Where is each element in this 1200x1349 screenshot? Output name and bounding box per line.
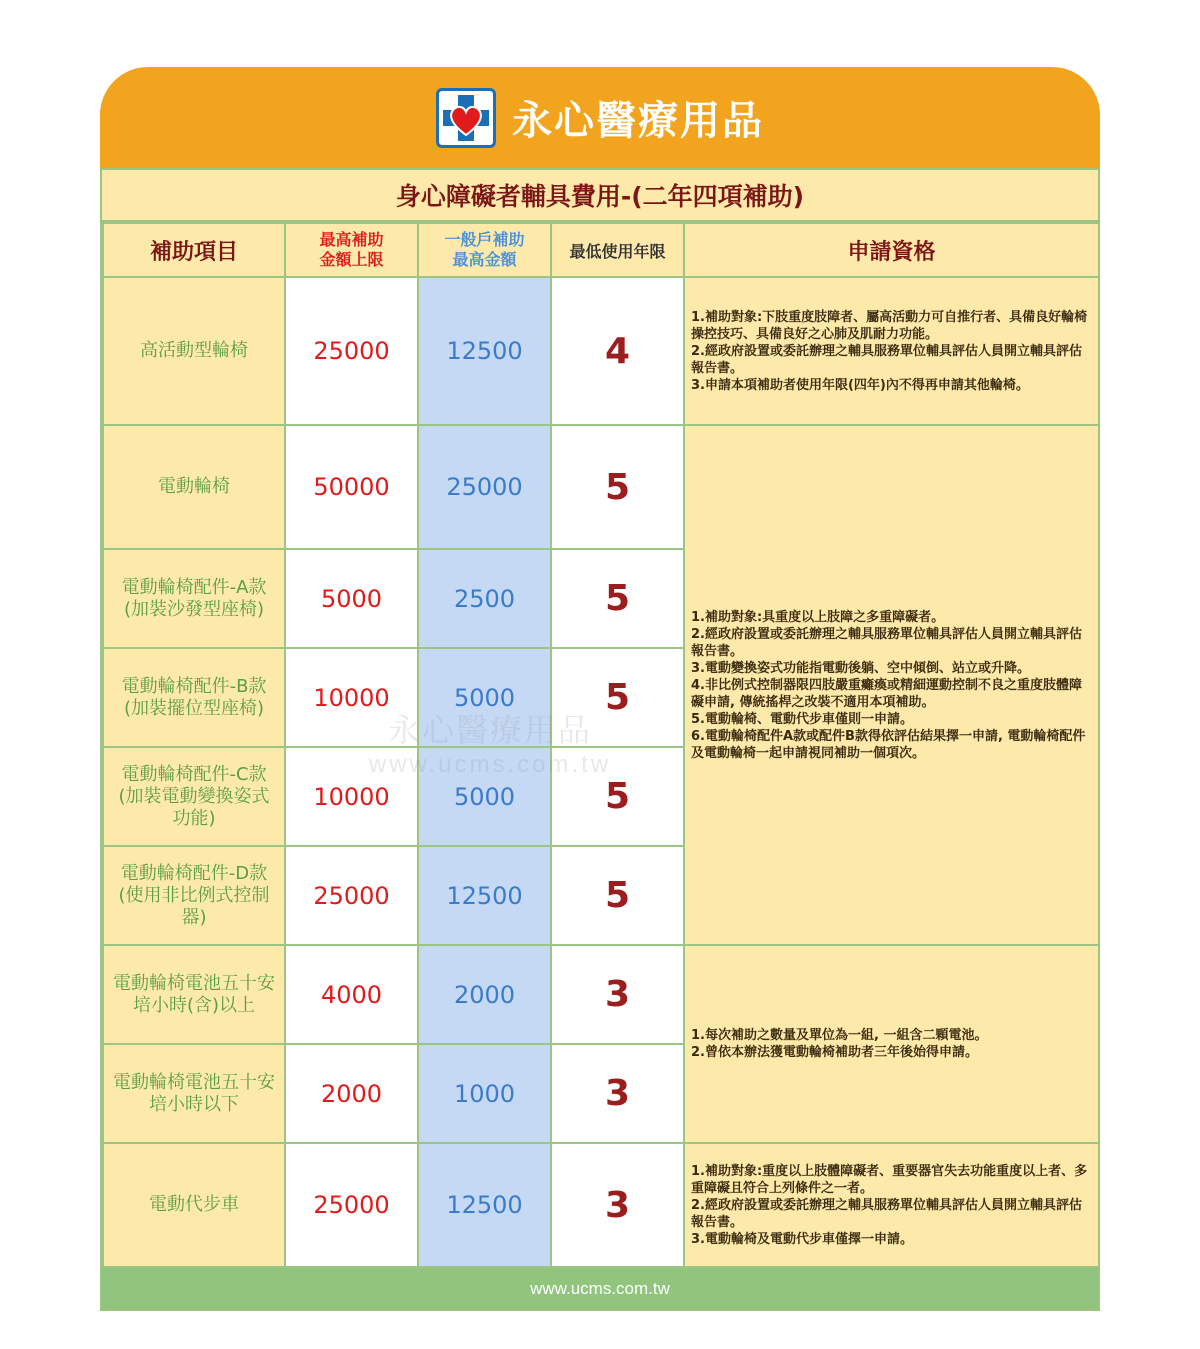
col-header-qualification: 申請資格 [684, 223, 1099, 277]
years-cell: 5 [551, 846, 684, 945]
footer-bar [102, 1268, 1098, 1309]
item-line: 電動代步車 [149, 1194, 239, 1215]
item-line: 電動輪椅電池五十安 [113, 1071, 275, 1093]
page-title: 身心障礙者輔具費用-(二年四項補助) [395, 182, 805, 211]
qualification-line: 1.每次補助之數量及單位為一組, 一組含二顆電池。 [691, 1028, 988, 1043]
years-cell: 3 [551, 1143, 684, 1267]
table-row [103, 1143, 1099, 1267]
item-line: 電動輪椅配件-D款 [120, 862, 268, 884]
general-amount-cell: 25000 [418, 425, 551, 549]
qualification-line: 1.補助對象:下肢重度肢障者、屬高活動力可自推行者、具備良好輪椅操控技巧、具備良好之心肺及肌耐力功能。 [691, 309, 1088, 342]
table-row [103, 277, 1099, 425]
footer-url: www.ucms.com.tw [530, 1278, 670, 1298]
max-amount-cell: 50000 [285, 425, 418, 549]
years-cell: 5 [551, 549, 684, 648]
qualification-line: 1.補助對象:具重度以上肢障之多重障礙者。 [691, 609, 945, 625]
item-line: (加裝擺位型座椅) [123, 697, 265, 719]
brand-header [100, 67, 1100, 168]
item-cell [103, 945, 285, 1044]
general-amount-cell: 12500 [418, 846, 551, 945]
col-header-item: 補助項目 [103, 223, 285, 277]
max-amount-cell: 25000 [285, 1143, 418, 1267]
general-amount-cell: 1000 [418, 1044, 551, 1143]
col-header-general-amount [418, 223, 551, 277]
subsidy-table [102, 222, 1100, 1268]
item-line: (使用非比例式控制 [118, 884, 270, 906]
item-cell [103, 846, 285, 945]
general-amount-cell: 2500 [418, 549, 551, 648]
brand-name: 永心醫療用品 [512, 98, 764, 144]
max-amount-cell: 10000 [285, 747, 418, 846]
item-line: (加裝電動變換姿式 [118, 785, 270, 807]
col-header-gen-line2: 最高金額 [452, 250, 517, 269]
item-line: 器) [181, 906, 207, 928]
subsidy-table-section [100, 168, 1100, 1311]
years-cell: 5 [551, 648, 684, 747]
item-cell [103, 1044, 285, 1143]
watermark-url: www.ucms.com.tw [368, 751, 612, 778]
max-amount-cell: 10000 [285, 648, 418, 747]
item-line: 功能) [172, 807, 216, 829]
general-amount-cell: 12500 [418, 277, 551, 425]
item-line: 電動輪椅配件-C款 [121, 763, 267, 785]
qualification-line: 3.申請本項補助者使用年限(四年)內不得再申請其他輪椅。 [691, 377, 1029, 393]
qualification-line: 1.補助對象:重度以上肢體障礙者、重要器官失去功能重度以上者、多重障礙且符合上列條件之一者。 [691, 1163, 1088, 1196]
max-amount-cell: 5000 [285, 549, 418, 648]
table-row [103, 945, 1099, 1044]
item-line: 培小時(含)以上 [132, 994, 256, 1016]
col-header-max-line2: 金額上限 [319, 250, 384, 269]
item-cell [103, 747, 285, 846]
general-amount-cell: 5000 [418, 648, 551, 747]
qualification-line: 2.經政府設置或委託辦理之輔具服務單位輔具評估人員開立輔具評估報告書。 [691, 1197, 1082, 1230]
item-cell [103, 648, 285, 747]
qualification-line: 5.電動輪椅、電動代步車僅則一申請。 [691, 711, 913, 727]
item-line: (加裝沙發型座椅) [123, 598, 265, 620]
max-amount-cell: 2000 [285, 1044, 418, 1143]
qualification-cell [684, 945, 1099, 1143]
qualification-cell [684, 425, 1099, 945]
years-cell: 5 [551, 425, 684, 549]
qualification-line: 3.電動變換姿式功能指電動後躺、空中傾倒、站立或升降。 [691, 660, 1030, 676]
qualification-line: 6.電動輪椅配件A款或配件B款得依評估結果擇一申請, 電動輪椅配件及電動輪椅一起申請視同補助一個項次。 [691, 728, 1086, 761]
item-line: 高活動型輪椅 [140, 340, 248, 361]
max-amount-cell: 25000 [285, 277, 418, 425]
item-line: 電動輪椅 [158, 476, 230, 497]
medical-cross-heart-icon [436, 88, 496, 148]
watermark-name: 永心醫療用品 [387, 711, 592, 749]
col-header-years: 最低使用年限 [551, 223, 684, 277]
item-cell [103, 425, 285, 549]
col-header-max-amount [285, 223, 418, 277]
years-cell: 5 [551, 747, 684, 846]
col-header-max-line1: 最高補助 [319, 230, 384, 249]
item-cell [103, 1143, 285, 1267]
qualification-line: 2.曾依本辦法獲電動輪椅補助者三年後始得申請。 [691, 1045, 978, 1060]
max-amount-cell: 25000 [285, 846, 418, 945]
qualification-cell [684, 1143, 1099, 1267]
general-amount-cell: 12500 [418, 1143, 551, 1267]
general-amount-cell: 5000 [418, 747, 551, 846]
qualification-line: 2.經政府設置或委託辦理之輔具服務單位輔具評估人員開立輔具評估報告書。 [691, 626, 1082, 659]
years-cell: 3 [551, 1044, 684, 1143]
qualification-line: 3.電動輪椅及電動代步車僅擇一申請。 [691, 1231, 913, 1247]
years-cell: 4 [551, 277, 684, 425]
table-row [103, 425, 1099, 549]
years-cell: 3 [551, 945, 684, 1044]
col-header-gen-line1: 一般戶補助 [444, 230, 525, 249]
max-amount-cell: 4000 [285, 945, 418, 1044]
item-line: 培小時以下 [149, 1093, 239, 1115]
qualification-cell [684, 277, 1099, 425]
table-header-row [103, 223, 1099, 277]
item-line: 電動輪椅配件-B款 [121, 675, 267, 697]
general-amount-cell: 2000 [418, 945, 551, 1044]
qualification-line: 2.經政府設置或委託辦理之輔具服務單位輔具評估人員開立輔具評估報告書。 [691, 343, 1082, 376]
qualification-line: 4.非比例式控制器限四肢嚴重癱瘓或精細運動控制不良之重度肢體障礙申請, 傳統搖桿之改裝不適用本項補助。 [691, 677, 1082, 710]
item-line: 電動輪椅配件-A款 [121, 576, 267, 598]
page-card [100, 67, 1100, 1311]
item-cell [103, 277, 285, 425]
item-line: 電動輪椅電池五十安 [113, 972, 275, 994]
item-cell [103, 549, 285, 648]
table-title-row [102, 168, 1098, 222]
